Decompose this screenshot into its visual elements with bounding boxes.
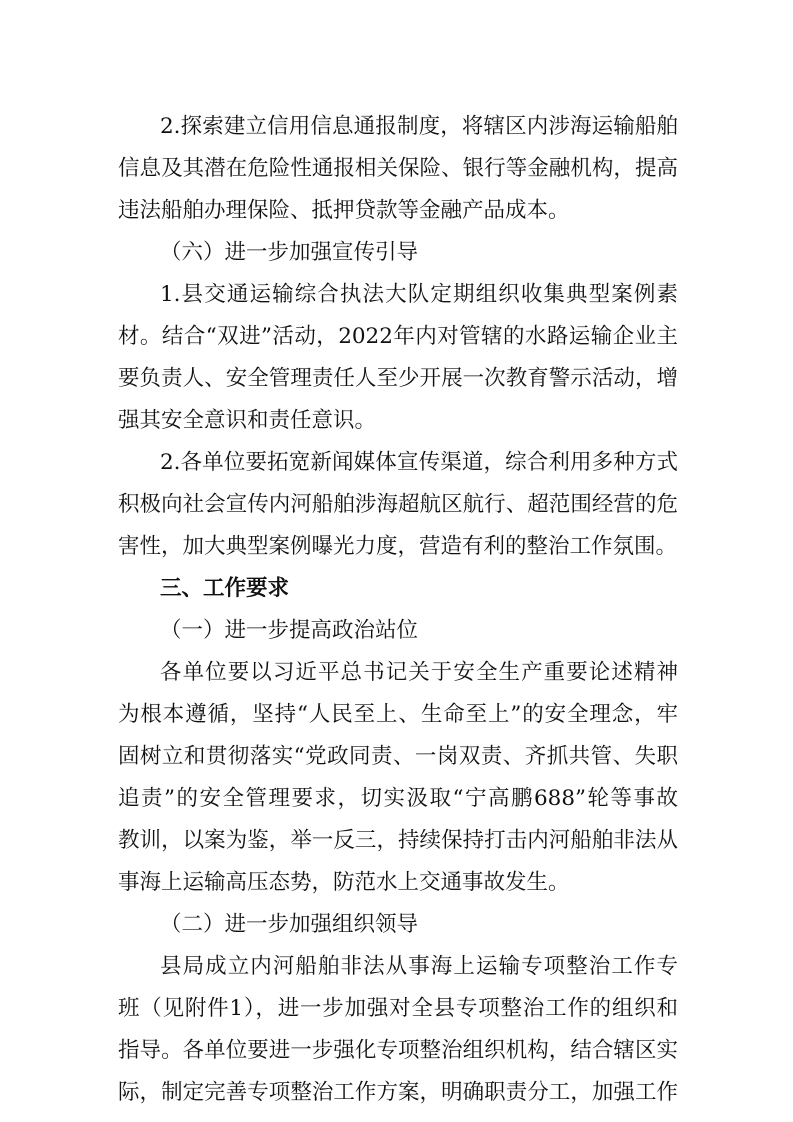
paragraph-line: 际，制定完善专项整治工作方案，明确职责分工，加强工作 [118,1080,678,1105]
paragraph-line: 县局成立内河船舶非法从事海上运输专项整治工作专 [160,954,678,979]
paragraph-line: 1.县交通运输综合执法大队定期组织收集典型案例素 [160,282,678,307]
paragraph-line: 事海上运输高压态势，防范水上交通事故发生。 [118,870,570,895]
section-heading: 三、工作要求 [160,576,290,601]
paragraph-line: 固树立和贯彻落实“党政同责、一岗双责、齐抓共管、失职 [118,744,678,769]
paragraph-line: 班（见附件1），进一步加强对全县专项整治工作的组织和 [118,996,678,1021]
paragraph-line: 违法船舶办理保险、抵押贷款等金融产品成本。 [118,198,570,223]
subsection-heading: （六）进一步加强宣传引导 [160,240,419,265]
paragraph-line: 为根本遵循，坚持“人民至上、生命至上”的安全理念，牢 [118,702,678,727]
paragraph-line: 指导。各单位要进一步强化专项整治组织机构，结合辖区实 [118,1038,678,1063]
subsection-heading: （二）进一步加强组织领导 [160,912,419,937]
paragraph-line: 信息及其潜在危险性通报相关保险、银行等金融机构，提高 [118,156,678,181]
paragraph-line: 要负责人、安全管理责任人至少开展一次教育警示活动，增 [118,366,678,391]
paragraph-line: 2.各单位要拓宽新闻媒体宣传渠道，综合利用多种方式 [160,450,678,475]
paragraph-line: 害性，加大典型案例曝光力度，营造有利的整治工作氛围。 [118,534,678,559]
paragraph-line: 追责”的安全管理要求，切实汲取“宁高鹏688”轮等事故 [118,786,678,811]
paragraph-line: 材。结合“双进”活动，2022年内对管辖的水路运输企业主 [118,324,678,349]
paragraph-line: 强其安全意识和责任意识。 [118,408,377,433]
paragraph-line: 2.探索建立信用信息通报制度，将辖区内涉海运输船舶 [160,114,678,139]
paragraph-line: 积极向社会宣传内河船舶涉海超航区航行、超范围经营的危 [118,492,678,517]
subsection-heading: （一）进一步提高政治站位 [160,618,419,643]
paragraph-line: 教训，以案为鉴，举一反三，持续保持打击内河船舶非法从 [118,828,678,853]
paragraph-line: 各单位要以习近平总书记关于安全生产重要论述精神 [160,660,678,685]
